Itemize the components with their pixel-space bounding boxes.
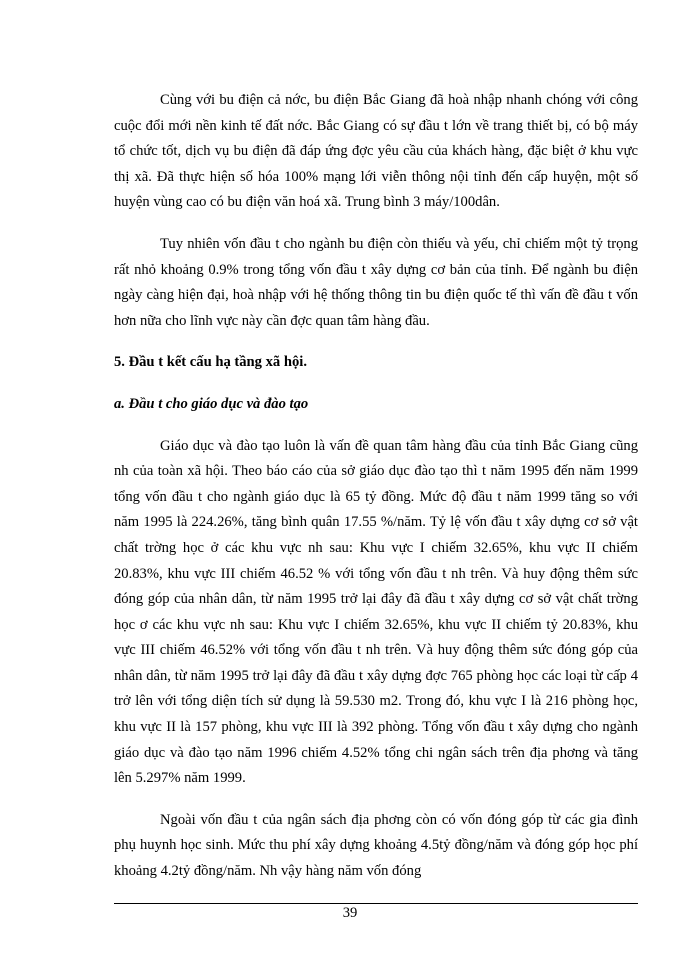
section-heading: 5. Đầu t kết cấu hạ tầng xã hội. xyxy=(114,354,307,371)
paragraph-parent-contributions: Ngoài vốn đầu t của ngân sách địa phơng còn có vốn đóng góp từ các gia đình phụ huynh học sinh. Mức thu phí xây dựng khoảng 4.5tỷ đồng/năm và đóng góp học phí khoảng 4.2tỷ đồng/năm. Nh vậy hàng năm vốn đóng xyxy=(114,811,638,880)
footer-divider xyxy=(114,903,638,904)
paragraph-education-investment: Giáo dục và đào tạo luôn là vấn đề quan tâm hàng đầu của tỉnh Bắc Giang cũng nh của toàn xã hội. Theo báo cáo của sở giáo dục đào tạo thì t năm 1995 đến năm 1999 tổng vốn đầu t cho ngành giáo dục là 65 tỷ đồng. Mức độ đầu t năm 1999 tăng so với năm 1995 là 224.26%, tăng bình quân 17.55 %/năm. Tỷ lệ vốn đầu t xây dựng cơ sở vật chất trờng học ở các khu vực nh sau: Khu vực I chiếm 32.65%, khu vực II chiếm 20.83%, khu vực III chiếm 46.52 % với tổng vốn đầu t nh trên. Và huy động thêm sức đóng góp của nhân dân, từ năm 1995 trở lại đây đã đầu t xây dựng cơ sở vật chất trờng học ơ các khu vực nh sau: Khu vực I chiếm 32.65%, khu vực II chiếm tỷ 20.83%, khu vực III chiếm 46.52% với tổng vốn đầu t nh trên. Và huy động thêm sức đóng góp của nhân dân, từ năm 1995 trở lại đây đã đầu t xây dựng đợc 765 phòng học các loại từ cấp 4 trở lên với tổng diện tích sử dụng là 59.530 m2. Trong đó, khu vực I là 216 phòng học, khu vực II là 157 phòng, khu vực III là 392 phòng. Tổng vốn đầu t xây dựng cho ngành giáo dục và đào tạo năm 1996 chiếm 4.52% tổng chi ngân sách trên địa phơng và tăng lên 5.297% năm 1999. xyxy=(114,437,638,787)
paragraph-post-office-investment: Tuy nhiên vốn đầu t cho ngành bu điện còn thiếu và yếu, chỉ chiếm một tỷ trọng rất nhỏ khoảng 0.9% trong tổng vốn đầu t xây dựng cơ bản của tỉnh. Để ngành bu điện ngày càng hiện đại, hoà nhập với hệ thống thông tin bu điện quốc tế thì vấn đề đầu t vốn hơn nữa cho lĩnh vực này cần đợc quan tâm hàng đầu. xyxy=(114,235,638,329)
paragraph-post-office-development: Cùng với bu điện cả nớc, bu điện Bắc Giang đã hoà nhập nhanh chóng với công cuộc đổi mới nền kinh tế đất nớc. Bắc Giang có sự đầu t lớn về trang thiết bị, có bộ máy tổ chức tốt, dịch vụ bu điện đã đáp ứng đợc yêu cầu của khách hàng, đặc biệt ở khu vực thị xã. Đã thực hiện số hóa 100% mạng lới viễn thông nội tỉnh đến cấp huyện, một số huyện vùng cao có bu điện văn hoá xã. Trung bình 3 máy/100dân. xyxy=(114,92,638,211)
document-body xyxy=(114,88,638,901)
subsection-heading: a. Đầu t cho giáo dục và đào tạo xyxy=(114,395,309,412)
page-number: 39 xyxy=(342,905,358,921)
